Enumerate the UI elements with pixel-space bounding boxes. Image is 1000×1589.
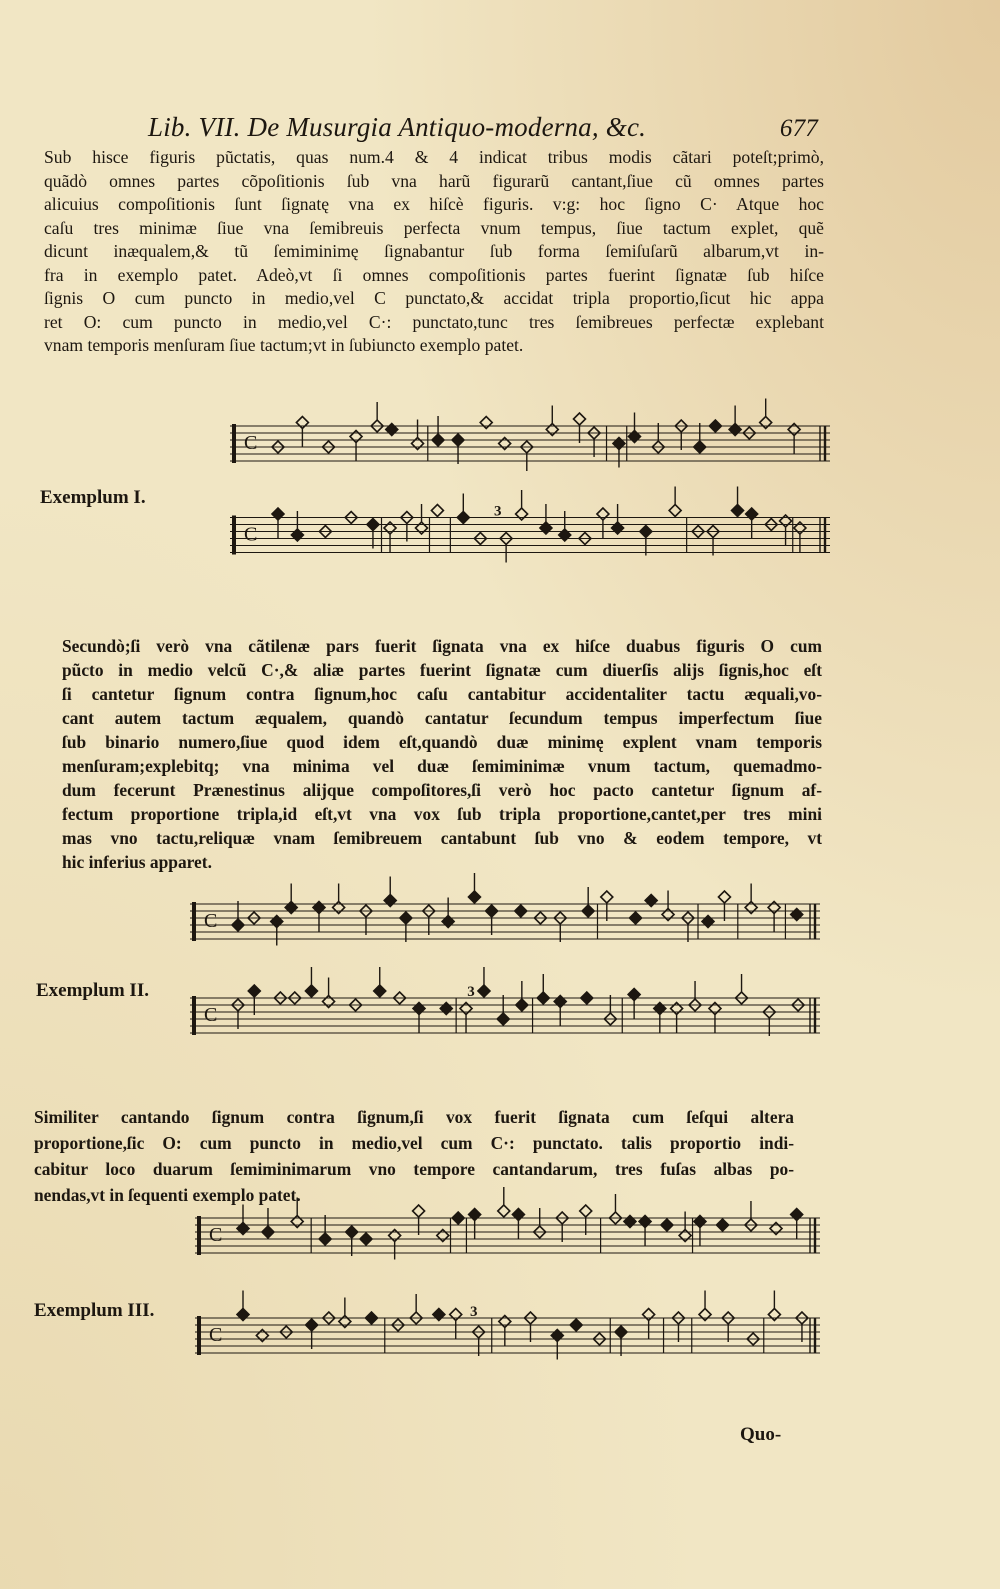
- note-head: [237, 1223, 249, 1235]
- note-head: [323, 996, 335, 1008]
- note-head: [450, 1309, 462, 1321]
- note-head: [291, 529, 303, 541]
- clef-mark: [192, 902, 196, 941]
- note-head: [389, 1230, 401, 1242]
- text-line: ſub binario numero,ſiue quod idem eſt,quandò duæ minimę explent vnam temporis: [62, 732, 822, 752]
- note-head: [486, 905, 498, 917]
- text-line: vnam temporis menſuram ſiue tactum;vt in ſubiuncto exemplo patet.: [44, 335, 524, 355]
- text-line: ret O: cum puncto in medio,vel C·: punctato,tunc tres ſemibreues perfectæ explebant: [44, 311, 824, 332]
- note-head: [416, 522, 428, 534]
- proportion-figure: 3: [494, 503, 502, 520]
- note-head: [671, 1003, 683, 1015]
- note-head: [366, 1312, 378, 1324]
- clef-mark: [197, 1216, 201, 1255]
- note-head: [256, 1330, 268, 1342]
- clef-mark: [197, 1316, 201, 1355]
- clef-mark: [192, 996, 196, 1035]
- note-head: [770, 1223, 782, 1235]
- note-head: [367, 519, 379, 531]
- note-head: [469, 1209, 481, 1221]
- text-line: ſignis O cum puncto in medio,vel C punctato,& accidat tripla proportio,ſicut hic appa: [44, 288, 824, 308]
- note-head: [718, 891, 730, 903]
- note-head: [640, 526, 652, 538]
- text-line: Similiter cantando ſignum contra ſignum,ſi vox fuerit ſignata cum ſeſqui altera: [34, 1107, 794, 1127]
- note-head: [350, 431, 362, 443]
- note-head: [694, 441, 706, 453]
- note-head: [573, 413, 585, 425]
- note-head: [717, 1219, 729, 1231]
- catchword: Quo-: [740, 1424, 782, 1445]
- proportion-figure: 3: [467, 984, 475, 1000]
- note-head: [624, 1216, 636, 1228]
- page-number: 677: [779, 115, 818, 142]
- text-line: menſuram;explebitq; vna minima vel duæ ſemiminimæ vnum tactum, quemadmo-: [62, 756, 822, 776]
- note-head: [559, 529, 571, 541]
- note-head: [480, 417, 492, 429]
- note-head: [654, 1003, 666, 1015]
- note-head: [478, 985, 490, 997]
- note-head: [791, 909, 803, 921]
- note-head: [452, 434, 464, 446]
- note-head: [768, 1309, 780, 1321]
- note-head: [237, 1309, 249, 1321]
- note-head: [248, 985, 260, 997]
- text-line: cabitur loco duarum ſemiminimarum vno tempore cantandarum, tres fuſas albas po-: [34, 1159, 794, 1179]
- note-head: [440, 1003, 452, 1015]
- note-head: [551, 1330, 563, 1342]
- note-head: [794, 522, 806, 534]
- note-head: [457, 512, 469, 524]
- note-head: [612, 522, 624, 534]
- text-line: pũcto in medio velcũ C·,& aliæ partes fuerint ſignatæ cum diuerſis alijs ſignis,hoc eſt: [62, 660, 822, 680]
- note-head: [661, 1219, 673, 1231]
- note-head: [537, 992, 549, 1004]
- note-head: [442, 916, 454, 928]
- mensuration-sign: C: [244, 432, 258, 455]
- mensuration-sign: C: [209, 1324, 223, 1347]
- note-head: [729, 424, 741, 436]
- example-label-1: Exemplum I.: [40, 487, 146, 508]
- note-head: [699, 1309, 711, 1321]
- note-head: [582, 905, 594, 917]
- text-line: Sub hisce figuris pũctatis, quas num.4 & 4 indicat tribus modis cãtari poteſt;primò,: [44, 147, 824, 167]
- note-head: [746, 508, 758, 520]
- note-head: [745, 902, 757, 914]
- text-line: hic inferius apparet.: [62, 852, 212, 872]
- note-head: [515, 905, 527, 917]
- example-label-3: Exemplum III.: [34, 1300, 155, 1321]
- note-head: [499, 438, 511, 450]
- music-example-1: [230, 420, 830, 595]
- note-head: [271, 916, 283, 928]
- text-line: proportione,ſic O: cum puncto in medio,vel cum C·: punctato. talis proportio indi-: [34, 1133, 794, 1153]
- text-line: mas vno tactu,reliquæ vnam ſemibreuem cantabunt ſub vno & eodem tempore, vt: [62, 828, 822, 848]
- note-head: [643, 1309, 655, 1321]
- note-head: [272, 508, 284, 520]
- music-example-2: [190, 898, 820, 1078]
- note-head: [581, 992, 593, 1004]
- note-head: [768, 902, 780, 914]
- text-line: quãdò omnes partes cõpoſitionis ſub vna harũ figurarũ cantant,ſiue cũ omnes partes: [44, 170, 824, 191]
- note-head: [709, 420, 721, 432]
- note-head: [306, 1319, 318, 1331]
- mensuration-sign: C: [204, 910, 218, 933]
- note-head: [516, 508, 528, 520]
- note-head: [540, 522, 552, 534]
- note-head: [384, 522, 396, 534]
- text-line: caſu tres minimæ ſiue vna ſemibreuis perfecta vnum tempus, ſiue tactum explet, quẽ: [44, 217, 824, 238]
- note-head: [512, 1209, 524, 1221]
- example-label-2: Exemplum II.: [36, 980, 149, 1001]
- note-head: [601, 891, 613, 903]
- note-head: [615, 1326, 627, 1338]
- note-head: [497, 1013, 509, 1025]
- note-head: [468, 891, 480, 903]
- note-head: [339, 1316, 351, 1328]
- note-head: [386, 424, 398, 436]
- note-head: [296, 417, 308, 429]
- note-head: [554, 996, 566, 1008]
- note-head: [400, 912, 412, 924]
- note-head: [639, 1216, 651, 1228]
- music-example-3: [195, 1212, 820, 1404]
- note-head: [291, 1216, 303, 1228]
- paragraph-1: [44, 146, 824, 358]
- note-head: [319, 1233, 331, 1245]
- running-head: [148, 112, 818, 143]
- note-head: [613, 438, 625, 450]
- note-head: [628, 989, 640, 1001]
- note-head: [629, 431, 641, 443]
- text-line: nendas,vt in ſequenti exemplo patet.: [34, 1185, 301, 1205]
- text-line: alicuius compoſitionis ſunt ſignatę vna ex hiſcè figuris. v:g: hoc ſigno C· Atque hoc: [44, 194, 824, 214]
- note-head: [431, 505, 443, 517]
- proportion-figure: 3: [470, 1304, 478, 1320]
- mensuration-sign: C: [204, 1004, 218, 1027]
- note-head: [546, 424, 558, 436]
- note-head: [437, 1230, 449, 1242]
- note-head: [760, 417, 772, 429]
- note-head: [384, 895, 396, 907]
- note-head: [788, 424, 800, 436]
- running-title: Lib. VII. De Musurgia Antiquo-moderna, &c.: [148, 112, 647, 142]
- text-line: dum fecerunt Prænestinus alijque compoſitores,ſi verò hoc pacto cantetur ſignum af-: [62, 780, 822, 800]
- note-head: [305, 985, 317, 997]
- text-line: fectum proportione tripla,id eſt,vt vna vox ſub tripla proportione,cantet,per tres mini: [62, 804, 822, 824]
- note-head: [570, 1319, 582, 1331]
- mensuration-sign: C: [209, 1224, 223, 1247]
- note-head: [413, 1003, 425, 1015]
- mensuration-sign: C: [244, 523, 258, 546]
- text-line: fra in exemplo patet. Adeò,vt ſi omnes compoſitionis partes fuerint ſignatæ ſub hiſce: [44, 264, 824, 285]
- note-head: [679, 1230, 691, 1242]
- note-head: [374, 985, 386, 997]
- note-head: [232, 919, 244, 931]
- note-head: [333, 902, 345, 914]
- note-head: [499, 1316, 511, 1328]
- note-head: [645, 895, 657, 907]
- text-line: cant autem tactum æqualem, quandò cantatur ſecundum tempus imperfectum ſiue: [62, 708, 822, 728]
- note-head: [597, 508, 609, 520]
- note-head: [360, 1233, 372, 1245]
- note-head: [694, 1216, 706, 1228]
- note-head: [702, 916, 714, 928]
- note-head: [662, 909, 674, 921]
- text-line: ſi cantetur ſignum contra ſignum,hoc caſu cantabitur accidentaliter tactu æquali,vo-: [62, 684, 822, 704]
- note-head: [709, 1003, 721, 1015]
- note-head: [630, 912, 642, 924]
- paragraph-3: [34, 1104, 794, 1208]
- note-head: [412, 438, 424, 450]
- note-head: [669, 505, 681, 517]
- note-head: [791, 1209, 803, 1221]
- note-head: [780, 515, 792, 527]
- clef-mark: [232, 424, 236, 463]
- note-head: [433, 1309, 445, 1321]
- note-head: [432, 434, 444, 446]
- note-head: [346, 1226, 358, 1238]
- note-head: [460, 1003, 472, 1015]
- text-line: Secundò;ſi verò vna cãtilenæ pars fuerit ſignata vna ex hiſce duabus figuris O cum: [62, 636, 822, 656]
- note-head: [313, 902, 325, 914]
- paragraph-2: [62, 634, 822, 874]
- note-head: [516, 999, 528, 1011]
- note-head: [285, 902, 297, 914]
- note-head: [452, 1212, 464, 1224]
- note-head: [732, 505, 744, 517]
- clef-mark: [232, 516, 236, 555]
- note-head: [262, 1226, 274, 1238]
- text-line: dicunt inæqualem,& tũ ſemiminimę ſignabantur ſub forma ſemiſuſarũ albarum,vt in-: [44, 241, 824, 261]
